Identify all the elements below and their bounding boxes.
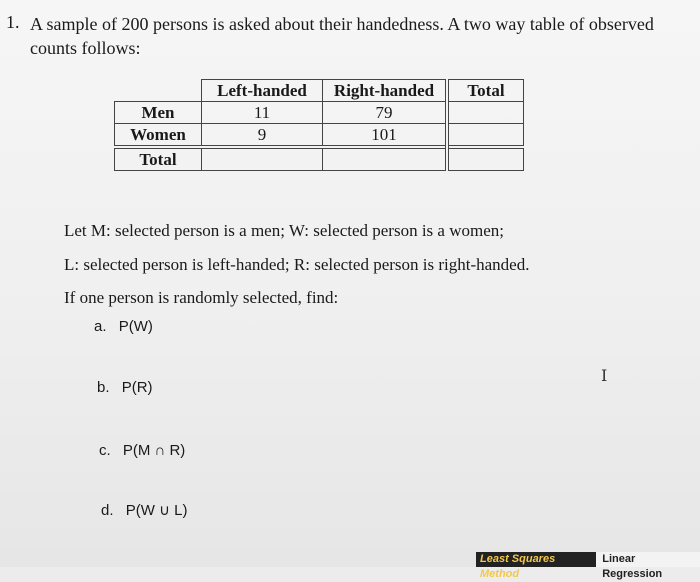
- cell-women-right: 101: [323, 124, 448, 148]
- table-total-row: [115, 147, 524, 171]
- cell-women-total: [447, 124, 524, 148]
- part-b-label: b.: [97, 379, 110, 396]
- handedness-table: [114, 79, 524, 171]
- instruction-line: If one person is randomly selected, find:: [64, 288, 339, 307]
- table-row: [115, 102, 524, 124]
- table-corner-cell: [115, 80, 202, 102]
- tab-least-squares-method[interactable]: Least Squares Method: [476, 552, 596, 567]
- row-label-men: Men: [115, 102, 202, 124]
- text-cursor-icon: I: [601, 366, 608, 385]
- row-label-total: Total: [115, 147, 202, 171]
- part-b: [97, 379, 153, 396]
- part-a-label: a.: [94, 318, 107, 335]
- header-right-handed: Right-handed: [323, 80, 448, 102]
- part-d-expr: P(W ∪ L): [125, 502, 188, 519]
- row-label-women: Women: [115, 124, 202, 148]
- header-left-handed: Left-handed: [202, 80, 323, 102]
- header-total: Total: [447, 80, 524, 102]
- part-c-expr: P(M ∩ R): [122, 442, 186, 459]
- bottom-tab-bar: [476, 552, 700, 580]
- definition-line-2: L: selected person is left-handed; R: selected person is right-handed.: [64, 255, 530, 274]
- part-a: [94, 318, 153, 335]
- definition-line-1: Let M: selected person is a men; W: selected person is a women;: [64, 221, 504, 240]
- cell-women-left: 9: [202, 124, 323, 148]
- cell-men-right: 79: [323, 102, 448, 124]
- cell-grand-total: [447, 147, 524, 171]
- part-a-expr: P(W): [118, 318, 153, 335]
- question-number: 1.: [6, 12, 20, 32]
- table-header-row: [115, 80, 524, 102]
- question-text: A sample of 200 persons is asked about their handedness. A two way table of observed counts follows:: [30, 14, 654, 58]
- part-c: [99, 442, 185, 459]
- part-d-label: d.: [101, 502, 114, 519]
- table-row: [115, 124, 524, 148]
- cell-men-left: 11: [202, 102, 323, 124]
- part-b-expr: P(R): [121, 379, 153, 396]
- cell-total-right: [323, 147, 448, 171]
- part-d: [101, 501, 188, 519]
- part-c-label: c.: [99, 442, 111, 459]
- cell-men-total: [447, 102, 524, 124]
- cell-total-left: [202, 147, 323, 171]
- tab-linear-regression[interactable]: Linear Regression: [596, 552, 700, 567]
